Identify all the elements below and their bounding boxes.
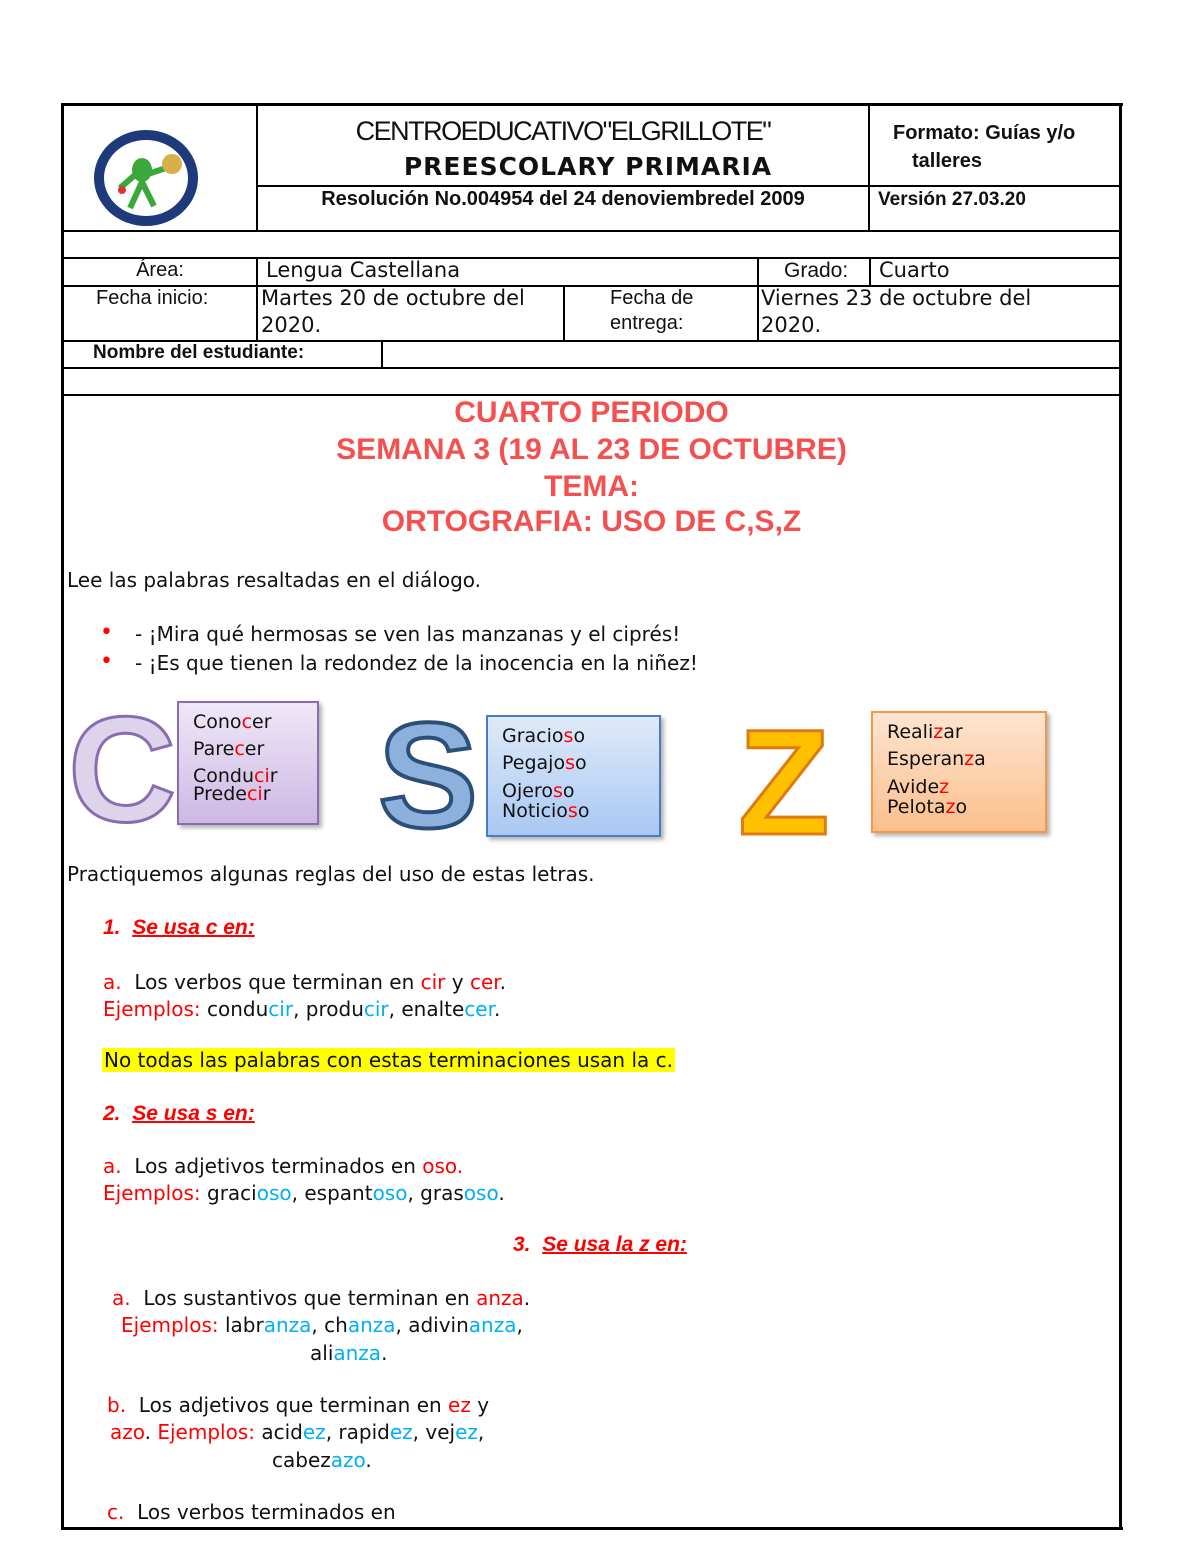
text-segment: o <box>577 800 590 822</box>
inicio-label: Fecha inicio: <box>96 287 209 309</box>
text-segment: a. <box>103 1154 122 1178</box>
text-segment: Reali <box>887 721 934 743</box>
text-segment: ci <box>254 765 270 787</box>
word <box>193 736 303 763</box>
word <box>887 719 1031 746</box>
format-label-2: talleres <box>912 150 983 172</box>
text-segment: condu <box>200 997 269 1021</box>
school-level: PREESCOLARY PRIMARIA <box>403 152 773 181</box>
text-segment: graci <box>200 1181 257 1205</box>
text-segment: er <box>244 738 265 760</box>
text-segment: c <box>241 711 253 733</box>
text-segment: Los adjetivos que terminan en <box>138 1393 449 1417</box>
rule-1-note: No todas las palabras con estas terminaciones usan la c. <box>104 1048 673 1072</box>
letter-c-graphic: C <box>68 685 177 853</box>
text-segment: oso <box>372 1181 408 1205</box>
text-segment: . <box>494 997 501 1021</box>
text-segment: , vej <box>412 1420 456 1444</box>
bullet-icon: • <box>100 649 113 674</box>
text-segment: r <box>262 783 271 805</box>
dialog-line-1: - ¡Mira qué hermosas se ven las manzanas y el ciprés! <box>135 622 681 646</box>
table-border <box>1119 103 1122 1530</box>
table-border <box>61 103 64 1530</box>
practice-text: Practiquemos algunas reglas del uso de estas letras. <box>67 862 595 886</box>
word <box>502 750 645 777</box>
text-segment: r <box>269 765 278 787</box>
text-segment: . <box>498 1181 505 1205</box>
text-segment: , <box>516 1313 523 1337</box>
nombre-label: Nombre del estudiante: <box>93 342 305 363</box>
text-segment: cer <box>464 997 494 1021</box>
text-segment: Pelota <box>887 796 946 818</box>
title-week: SEMANA 3 (19 AL 23 DE OCTUBRE) <box>336 433 847 466</box>
text-segment: , <box>477 1420 485 1444</box>
text-segment: ez <box>448 1393 471 1417</box>
nombre-field[interactable] <box>384 343 1118 367</box>
rule-3-heading <box>513 1233 687 1257</box>
text-segment: . <box>499 970 507 994</box>
text-segment: Cono <box>193 711 242 733</box>
inicio-value-1: Martes 20 de octubre del <box>261 286 525 310</box>
text-segment: anza <box>468 1313 517 1337</box>
rule-3-c <box>107 1500 396 1524</box>
text-segment: , adivin <box>395 1313 469 1337</box>
text-segment: labr <box>218 1313 264 1337</box>
c-words-box <box>177 701 319 825</box>
entrega-label-2: entrega: <box>610 312 684 334</box>
word <box>887 797 1031 817</box>
text-segment: c <box>234 738 245 760</box>
text-segment: . <box>144 1420 158 1444</box>
word <box>502 801 645 821</box>
text-segment: z <box>933 721 944 743</box>
title-tema: TEMA: <box>544 470 639 503</box>
text-segment: oso <box>256 1181 292 1205</box>
text-segment: o <box>573 725 586 747</box>
rule-1-examples <box>103 997 500 1021</box>
text-segment: Los adjetivos terminados en <box>134 1154 423 1178</box>
text-segment: 1. <box>103 916 121 939</box>
rule-2-heading <box>103 1102 255 1126</box>
text-segment: Los sustantivos que terminan en <box>143 1286 477 1310</box>
text-segment: oso. <box>422 1154 464 1178</box>
text-segment: , enalte <box>388 997 465 1021</box>
word <box>887 746 1031 773</box>
word <box>193 709 303 736</box>
text-segment: s <box>565 752 575 774</box>
grado-label: Grado: <box>784 259 849 282</box>
text-segment: Ejemplos: <box>121 1313 219 1337</box>
text-segment: s <box>563 725 574 747</box>
text-segment: 2. <box>103 1102 121 1125</box>
text-segment: Noticio <box>502 800 568 822</box>
text-segment: acid <box>255 1420 303 1444</box>
text-segment: c. <box>107 1500 125 1524</box>
text-segment: cer <box>469 970 500 994</box>
rule-1-heading <box>103 916 255 940</box>
text-segment: . <box>365 1448 372 1472</box>
inicio-value-2: 2020. <box>261 313 322 337</box>
title-period: CUARTO PERIODO <box>454 396 729 429</box>
text-segment: anza <box>333 1341 382 1365</box>
text-segment: Gracio <box>502 725 564 747</box>
text-segment: 3. <box>513 1233 531 1256</box>
rule-2-a <box>103 1154 463 1178</box>
letter-z-graphic: Z <box>738 698 830 866</box>
bullet-icon: • <box>100 620 113 645</box>
text-segment: a. <box>112 1286 131 1310</box>
text-segment: Ejemplos: <box>157 1420 255 1444</box>
resolution: Resolución No.004954 del 24 denoviembredel 2009 <box>321 188 805 210</box>
format-label: Formato: Guías y/o <box>893 122 1076 144</box>
word <box>502 723 645 750</box>
text-segment: Ejemplos: <box>103 997 201 1021</box>
text-segment: Condu <box>193 765 255 787</box>
rule-3-a-examples <box>121 1313 523 1337</box>
table-border <box>61 103 1123 106</box>
table-border <box>757 257 759 341</box>
table-border <box>256 257 258 341</box>
rule-1-a <box>103 970 506 994</box>
text-segment: y <box>470 1393 490 1417</box>
text-segment: a <box>974 748 986 770</box>
text-segment: Se usa c en: <box>132 916 255 939</box>
text-segment: o <box>562 780 575 802</box>
text-segment: azo <box>110 1420 145 1444</box>
text-segment: Se usa la z en: <box>542 1233 687 1256</box>
text-segment: er <box>252 711 272 733</box>
rule-3-b-examples <box>110 1420 484 1444</box>
text-segment: cir <box>420 970 446 994</box>
dialog-line-2: - ¡Es que tienen la redondez de la inocencia en la niñez! <box>135 651 698 675</box>
area-label: Área: <box>136 259 184 281</box>
table-border <box>61 367 1121 369</box>
text-segment: , rapid <box>325 1420 390 1444</box>
text-segment: o <box>955 796 968 818</box>
text-segment: ci <box>246 783 263 805</box>
word <box>887 777 1031 797</box>
text-segment: ez <box>302 1420 326 1444</box>
text-segment: ar <box>943 721 963 743</box>
grado-value: Cuarto <box>879 258 950 282</box>
text-segment: Se usa s en: <box>132 1102 255 1125</box>
text-segment: Ejemplos: <box>103 1181 201 1205</box>
text-segment: z <box>945 796 956 818</box>
table-border <box>381 340 383 368</box>
entrega-label-1: Fecha de <box>610 287 694 309</box>
school-logo <box>92 128 200 228</box>
word <box>502 781 645 801</box>
text-segment: Pegajo <box>502 752 566 774</box>
s-words-box <box>486 715 661 837</box>
text-segment: Los verbos terminados en <box>137 1500 396 1524</box>
text-segment: anza <box>263 1313 312 1337</box>
rule-3-a <box>112 1286 530 1310</box>
text-segment: azo <box>330 1448 366 1472</box>
text-segment: cir <box>363 997 389 1021</box>
table-border <box>61 230 1121 232</box>
text-segment: s <box>567 800 578 822</box>
text-segment: b. <box>107 1393 127 1417</box>
intro-text: Lee las palabras resaltadas en el diálogo. <box>67 568 482 592</box>
rule-3-a-examples-cont <box>310 1341 387 1365</box>
table-border <box>256 185 1121 187</box>
text-segment: ali <box>310 1341 334 1365</box>
z-words-box <box>871 711 1047 833</box>
text-segment: a. <box>103 970 122 994</box>
text-segment: Ojero <box>502 780 553 802</box>
text-segment: . <box>523 1286 531 1310</box>
text-segment: Pare <box>193 738 235 760</box>
text-segment: . <box>381 1341 388 1365</box>
text-segment: anza <box>347 1313 396 1337</box>
version: Versión 27.03.20 <box>878 189 1026 210</box>
text-segment: Esperan <box>887 748 965 770</box>
letter-s-graphic: S <box>378 691 479 859</box>
entrega-value-2: 2020. <box>761 313 822 337</box>
table-border <box>61 1527 1123 1530</box>
text-segment: z <box>939 776 950 798</box>
title-topic: ORTOGRAFIA: USO DE C,S,Z <box>381 505 802 538</box>
text-segment: o <box>574 752 587 774</box>
text-segment: Prede <box>193 783 247 805</box>
text-segment: cabez <box>272 1448 331 1472</box>
text-segment: z <box>964 748 975 770</box>
text-segment: ez <box>455 1420 478 1444</box>
text-segment: , produ <box>293 997 364 1021</box>
school-name: CENTROEDUCATIVO"ELGRILLOTE" <box>355 116 771 146</box>
text-segment: anza <box>476 1286 524 1310</box>
table-border <box>869 257 871 286</box>
text-segment: oso <box>463 1181 499 1205</box>
text-segment: s <box>552 780 563 802</box>
text-segment: , ch <box>311 1313 348 1337</box>
table-border <box>563 285 565 341</box>
text-segment: Avide <box>887 776 940 798</box>
text-segment: y <box>445 970 470 994</box>
text-segment: , espant <box>291 1181 373 1205</box>
text-segment: Los verbos que terminan en <box>134 970 421 994</box>
text-segment: ez <box>389 1420 413 1444</box>
text-segment: , gras <box>407 1181 464 1205</box>
entrega-value-1: Viernes 23 de octubre del <box>761 286 1032 310</box>
area-value: Lengua Castellana <box>266 258 461 282</box>
text-segment: cir <box>268 997 294 1021</box>
rule-3-b-examples-cont <box>272 1448 372 1472</box>
rule-3-b <box>107 1393 489 1417</box>
word <box>193 785 303 803</box>
rule-2-examples <box>103 1181 505 1205</box>
